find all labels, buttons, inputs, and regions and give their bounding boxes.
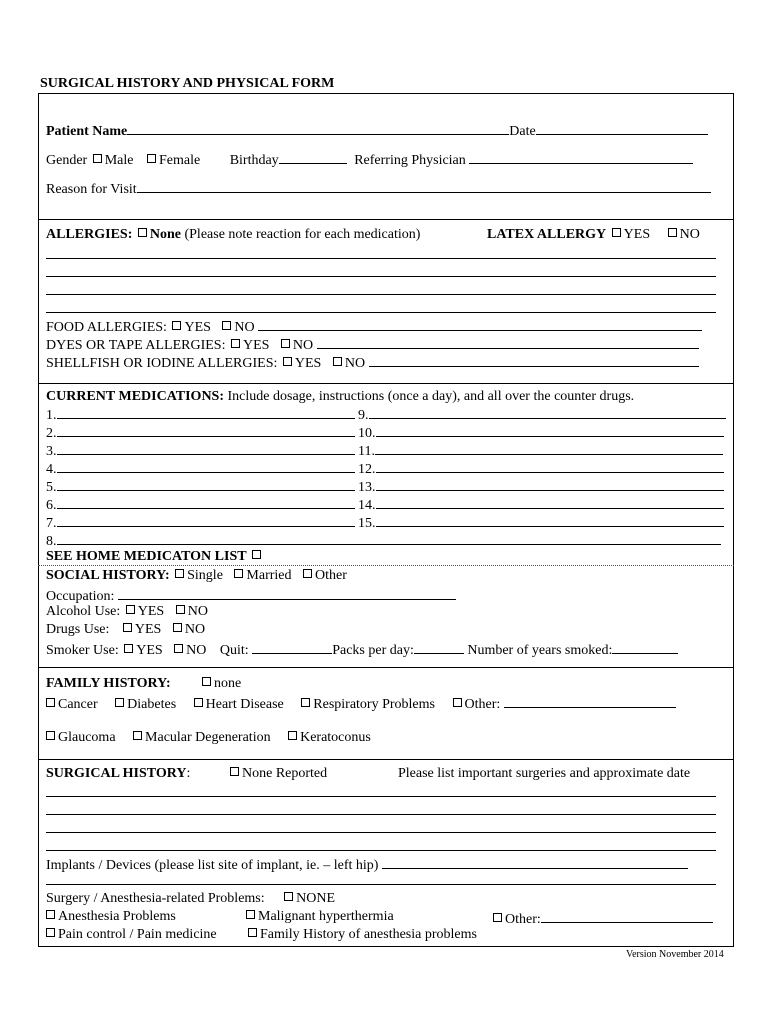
allergies-heading-row <box>46 228 420 242</box>
surgery-line[interactable] <box>46 850 716 851</box>
dyes-yes-checkbox[interactable] <box>231 339 240 348</box>
medication-number: 1. <box>46 408 57 423</box>
anesthesia-other-field[interactable] <box>541 910 713 923</box>
medication-field[interactable] <box>57 460 355 473</box>
latex-yes-checkbox[interactable] <box>612 228 621 237</box>
anesthesia-none-label: NONE <box>296 891 336 906</box>
medication-row <box>358 406 726 423</box>
medication-number: 14. <box>358 498 376 513</box>
medication-row <box>46 406 355 423</box>
medication-number: 3. <box>46 444 57 459</box>
drugs-no-checkbox[interactable] <box>173 623 182 632</box>
allergies-note: (Please note reaction for each medication) <box>184 227 421 242</box>
anesthesia-label: Surgery / Anesthesia-related Problems: <box>46 891 265 906</box>
surgical-heading-colon: : <box>186 766 191 781</box>
occupation-label: Occupation: <box>46 589 115 604</box>
family-eye-conditions-row <box>44 731 371 745</box>
medication-field[interactable] <box>375 442 723 455</box>
medication-number: 13. <box>358 480 376 495</box>
medication-number: 9. <box>358 408 369 423</box>
surgery-line[interactable] <box>46 832 716 833</box>
medication-row <box>358 514 724 531</box>
alcohol-yes-checkbox[interactable] <box>126 605 135 614</box>
medication-number: 12. <box>358 462 376 477</box>
food-allergies-row <box>46 318 702 335</box>
food-field[interactable] <box>258 318 702 331</box>
macular-label: Macular Degeneration <box>145 730 271 745</box>
medication-row <box>46 442 355 459</box>
implants-line[interactable] <box>46 884 716 885</box>
cancer-label: Cancer <box>58 697 98 712</box>
dyes-label: DYES OR TAPE ALLERGIES: <box>46 338 226 353</box>
medication-field[interactable] <box>57 442 355 455</box>
surgery-line[interactable] <box>46 814 716 815</box>
version-footer: Version November 2014 <box>626 949 724 960</box>
smoker-yes-label: YES <box>136 643 163 658</box>
latex-yes-label: YES <box>623 227 651 242</box>
medication-row <box>358 496 724 513</box>
anesthesia-row <box>46 892 335 906</box>
family-none-option <box>200 677 241 691</box>
medication-row <box>358 460 724 477</box>
medication-number: 6. <box>46 498 57 513</box>
medication-field[interactable] <box>376 478 724 491</box>
medication-field[interactable] <box>57 478 355 491</box>
social-heading-row <box>46 569 347 583</box>
shellfish-allergies-row <box>46 354 699 371</box>
alcohol-no-checkbox[interactable] <box>176 605 185 614</box>
birthday-label: Birthday <box>229 153 279 168</box>
none-reported-label: None Reported <box>242 766 328 781</box>
keratoconus-checkbox[interactable] <box>288 731 297 740</box>
home-medication-label: SEE HOME MEDICATON LIST <box>46 549 247 564</box>
shellfish-field[interactable] <box>369 354 699 367</box>
diabetes-label: Diabetes <box>127 697 177 712</box>
latex-label: LATEX ALLERGY <box>487 227 607 242</box>
medication-row <box>358 478 724 495</box>
single-checkbox[interactable] <box>175 569 184 578</box>
medication-field[interactable] <box>57 424 355 437</box>
implants-row <box>46 856 688 873</box>
section-divider <box>38 759 734 760</box>
medication-number: 5. <box>46 480 57 495</box>
family-none-checkbox[interactable] <box>202 677 211 686</box>
alcohol-yes-label: YES <box>137 604 165 619</box>
other-checkbox[interactable] <box>303 569 312 578</box>
surgical-instructions: Please list important surgeries and approximate date <box>398 766 691 781</box>
malignant-checkbox[interactable] <box>246 910 255 919</box>
form-title: SURGICAL HISTORY AND PHYSICAL FORM <box>40 76 335 91</box>
keratoconus-label: Keratoconus <box>300 730 371 745</box>
male-checkbox[interactable] <box>93 154 102 163</box>
family-anesthesia-checkbox[interactable] <box>248 928 257 937</box>
allergy-line[interactable] <box>46 258 716 259</box>
female-label: Female <box>158 153 201 168</box>
dyes-field[interactable] <box>317 336 699 349</box>
shellfish-label: SHELLFISH OR IODINE ALLERGIES: <box>46 356 278 371</box>
drugs-yes-checkbox[interactable] <box>123 623 132 632</box>
medication-field[interactable] <box>369 406 726 419</box>
packs-field[interactable] <box>414 641 464 654</box>
pain-option <box>44 928 217 942</box>
medication-field[interactable] <box>57 406 355 419</box>
smoker-label: Smoker Use: <box>46 643 119 658</box>
years-smoked-field[interactable] <box>612 641 678 654</box>
medication-row-8 <box>46 532 721 549</box>
food-yes-checkbox[interactable] <box>172 321 181 330</box>
family-conditions-row <box>44 695 676 712</box>
implants-field[interactable] <box>382 856 688 869</box>
dyes-yes-label: YES <box>242 338 270 353</box>
anesthesia-other-checkbox[interactable] <box>493 913 502 922</box>
family-none-label: none <box>214 676 242 691</box>
anesthesia-problems-label: Anesthesia Problems <box>58 909 176 924</box>
medication-row <box>358 442 723 459</box>
section-divider <box>38 383 734 384</box>
drugs-row <box>46 623 205 637</box>
malignant-option <box>244 910 394 924</box>
home-medication-checkbox[interactable] <box>252 550 261 559</box>
none-reported-option <box>228 767 327 781</box>
medication-number: 7. <box>46 516 57 531</box>
medication-number: 4. <box>46 462 57 477</box>
food-no-checkbox[interactable] <box>222 321 231 330</box>
latex-no-checkbox[interactable] <box>668 228 677 237</box>
medication-field[interactable] <box>376 496 724 509</box>
medication-field[interactable] <box>376 424 724 437</box>
heart-disease-checkbox[interactable] <box>194 698 203 707</box>
referring-field[interactable] <box>469 151 693 164</box>
respiratory-label: Respiratory Problems <box>313 697 435 712</box>
other-label: Other <box>315 568 347 583</box>
allergy-line[interactable] <box>46 312 716 313</box>
food-no-label: NO <box>234 320 255 335</box>
glaucoma-label: Glaucoma <box>58 730 116 745</box>
family-heading: FAMILY HISTORY: <box>46 676 171 691</box>
surgical-heading: SURGICAL HISTORY <box>46 766 187 781</box>
family-anesthesia-option <box>246 928 477 942</box>
medications-heading-row <box>46 390 634 404</box>
drugs-label: Drugs Use: <box>46 622 110 637</box>
smoker-no-checkbox[interactable] <box>174 644 183 653</box>
medication-row <box>46 514 355 531</box>
medication-field[interactable] <box>376 460 724 473</box>
occupation-field[interactable] <box>118 587 456 600</box>
dyes-no-checkbox[interactable] <box>281 339 290 348</box>
allergy-line[interactable] <box>46 294 716 295</box>
anesthesia-other-option <box>491 910 713 927</box>
shellfish-no-label: NO <box>344 356 366 371</box>
alcohol-label: Alcohol Use: <box>46 604 121 619</box>
dyes-no-label: NO <box>292 338 314 353</box>
shellfish-yes-label: YES <box>294 356 322 371</box>
cancer-checkbox[interactable] <box>46 698 55 707</box>
smoker-row <box>46 641 678 658</box>
quit-label: Quit: <box>219 643 249 658</box>
diabetes-checkbox[interactable] <box>115 698 124 707</box>
surgery-line[interactable] <box>46 796 716 797</box>
smoker-yes-checkbox[interactable] <box>124 644 133 653</box>
reason-row <box>46 180 711 197</box>
married-checkbox[interactable] <box>234 569 243 578</box>
allergies-none-label: None <box>149 227 181 242</box>
family-other-label: Other: <box>464 697 501 712</box>
allergies-none-checkbox[interactable] <box>138 228 147 237</box>
section-divider <box>38 565 734 566</box>
pain-checkbox[interactable] <box>46 928 55 937</box>
reason-label: Reason for Visit <box>46 182 137 197</box>
glaucoma-checkbox[interactable] <box>46 731 55 740</box>
anesthesia-problems-checkbox[interactable] <box>46 910 55 919</box>
shellfish-yes-checkbox[interactable] <box>283 357 292 366</box>
medication-row <box>46 478 355 495</box>
birthday-field[interactable] <box>279 151 347 164</box>
anesthesia-problems-option <box>44 910 176 924</box>
medications-instructions: Include dosage, instructions (once a day), and all over the counter drugs. <box>227 389 635 404</box>
allergies-heading: ALLERGIES: <box>46 227 133 242</box>
medication-number: 11. <box>358 444 375 459</box>
allergy-line[interactable] <box>46 276 716 277</box>
reason-field[interactable] <box>137 180 711 193</box>
drugs-no-label: NO <box>184 622 206 637</box>
medication-number: 10. <box>358 426 376 441</box>
section-divider <box>38 667 734 668</box>
medication-number: 2. <box>46 426 57 441</box>
food-label: FOOD ALLERGIES: <box>46 320 167 335</box>
family-other-field[interactable] <box>504 695 676 708</box>
patient-name-field[interactable] <box>127 122 509 135</box>
section-divider <box>38 219 734 220</box>
medications-heading: CURRENT MEDICATIONS: <box>46 389 225 404</box>
latex-row <box>487 228 700 242</box>
implants-label: Implants / Devices (please list site of implant, ie. – left hip) <box>46 858 379 873</box>
medication-field[interactable] <box>376 514 724 527</box>
anesthesia-other-label: Other: <box>505 912 541 927</box>
home-medication-row <box>46 550 264 564</box>
family-anesthesia-label: Family History of anesthesia problems <box>260 927 477 942</box>
medication-field[interactable] <box>57 496 355 509</box>
respiratory-checkbox[interactable] <box>301 698 310 707</box>
medication-field[interactable] <box>57 532 721 545</box>
medication-row <box>358 424 724 441</box>
patient-name-row <box>46 122 708 139</box>
female-checkbox[interactable] <box>147 154 156 163</box>
family-heading-row <box>46 677 171 691</box>
social-heading: SOCIAL HISTORY: <box>46 568 170 583</box>
malignant-label: Malignant hyperthermia <box>258 909 394 924</box>
male-label: Male <box>104 153 134 168</box>
medication-number: 8. <box>46 534 57 549</box>
years-smoked-label: Number of years smoked: <box>467 643 613 658</box>
macular-checkbox[interactable] <box>133 731 142 740</box>
patient-name-label: Patient Name <box>46 124 128 139</box>
pain-label: Pain control / Pain medicine <box>58 927 217 942</box>
anesthesia-none-checkbox[interactable] <box>284 892 293 901</box>
quit-field[interactable] <box>252 641 332 654</box>
food-yes-label: YES <box>184 320 211 335</box>
drugs-yes-label: YES <box>134 622 162 637</box>
alcohol-row <box>46 605 208 619</box>
referring-label: Referring Physician <box>354 153 466 168</box>
heart-disease-label: Heart Disease <box>205 697 284 712</box>
medication-row <box>46 496 355 513</box>
alcohol-no-label: NO <box>187 604 208 619</box>
family-other-checkbox[interactable] <box>453 698 462 707</box>
none-reported-checkbox[interactable] <box>230 767 239 776</box>
medication-row <box>46 460 355 477</box>
packs-label: Packs per day: <box>332 643 414 658</box>
dyes-allergies-row <box>46 336 699 353</box>
gender-row <box>46 151 693 168</box>
gender-label: Gender <box>46 153 88 168</box>
married-label: Married <box>246 568 292 583</box>
medication-row <box>46 424 355 441</box>
medication-field[interactable] <box>57 514 355 527</box>
shellfish-no-checkbox[interactable] <box>333 357 342 366</box>
date-label: Date <box>509 124 536 139</box>
smoker-no-label: NO <box>186 643 207 658</box>
date-field[interactable] <box>536 122 708 135</box>
latex-no-label: NO <box>679 227 700 242</box>
surgical-heading-row <box>46 767 190 781</box>
occupation-row <box>46 587 456 604</box>
single-label: Single <box>187 568 223 583</box>
medication-number: 15. <box>358 516 376 531</box>
